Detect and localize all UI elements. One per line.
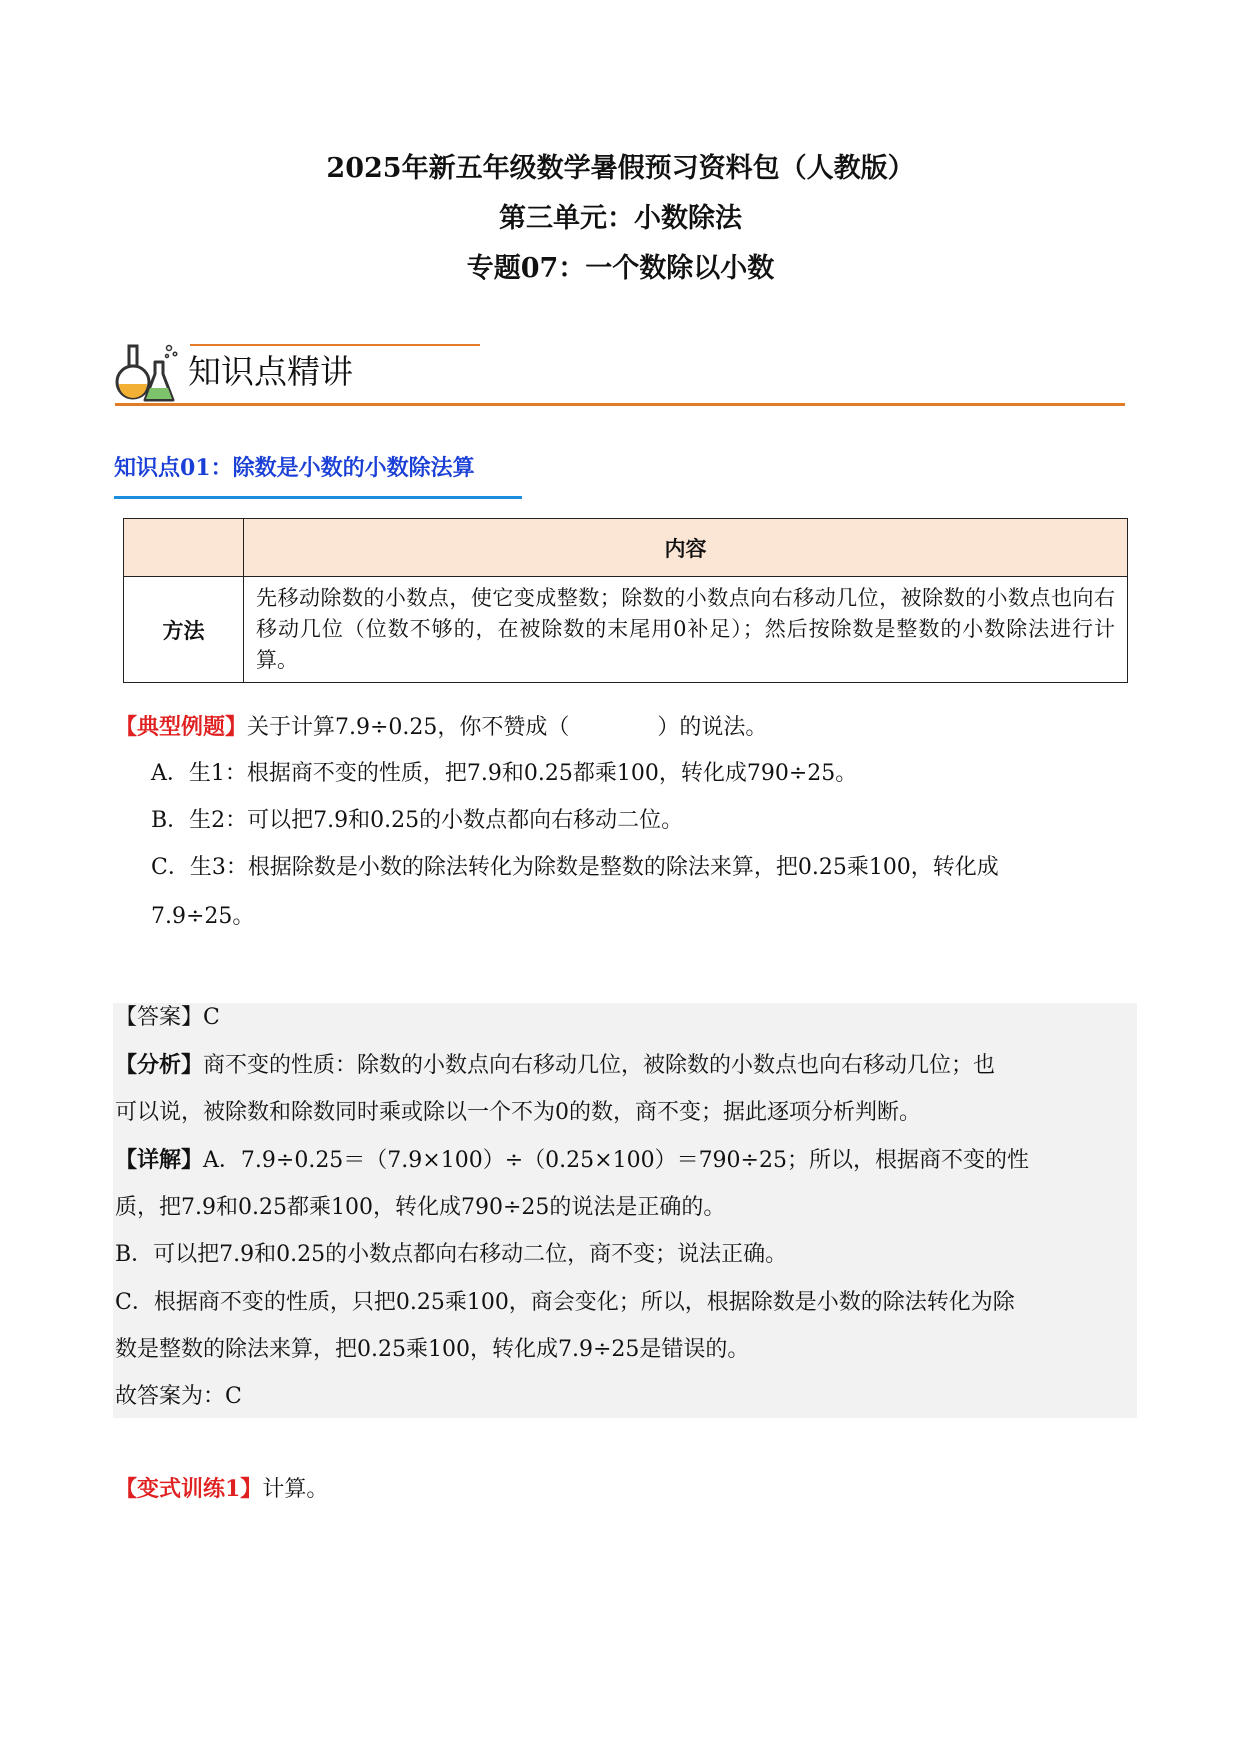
- option-b: B．生2：可以把7.9和0.25的小数点都向右移动二位。: [151, 808, 684, 833]
- unit-title: 第三单元：小数除法: [499, 203, 742, 234]
- option-c: C．生3：根据除数是小数的除法转化为除数是整数的除法来算，把0.25乘100，转化成: [151, 855, 999, 880]
- option-c-continued: 7.9÷25。: [151, 904, 255, 929]
- detail-line-3: B．可以把7.9和0.25的小数点都向右移动二位，商不变；说法正确。: [115, 1242, 788, 1267]
- document-title: 2025年新五年级数学暑假预习资料包（人教版）: [326, 153, 915, 184]
- analysis-line-1: [115, 1048, 995, 1083]
- option-a: A．生1：根据商不变的性质，把7.9和0.25都乘100，转化成790÷25。: [151, 761, 858, 786]
- detail-line-1: [115, 1143, 1029, 1178]
- table-row-content: 先移动除数的小数点，使它变成整数；除数的小数点向右移动几位，被除数的小数点也向右移动几位（位数不够的，在被除数的末尾用0补足）；然后按除数是整数的小数除法进行计算。: [244, 577, 1128, 683]
- detail-line-2: 质，把7.9和0.25都乘100，转化成790÷25的说法是正确的。: [115, 1195, 726, 1220]
- example-tag: 【典型例题】: [115, 714, 248, 740]
- analysis-text-1: 商不变的性质：除数的小数点向右移动几位，被除数的小数点也向右移动几位；也: [203, 1053, 996, 1078]
- final-answer: 故答案为：C: [115, 1384, 242, 1409]
- detail-tag: 【详解】: [115, 1147, 204, 1173]
- detail-line-4: C．根据商不变的性质，只把0.25乘100，商会变化；所以，根据除数是小数的除法转化为除: [115, 1290, 1015, 1315]
- chemistry-flask-icon: [115, 340, 187, 406]
- knowledge-table: [123, 518, 1128, 683]
- example-question-text: 关于计算7.9÷0.25，你不赞成（ ）的说法。: [247, 715, 768, 740]
- topic-title: 专题07：一个数除以小数: [466, 253, 775, 284]
- table-header-blank: [124, 519, 244, 577]
- exercise-tag: 【变式训练1】: [115, 1476, 263, 1502]
- answer-line: 【答案】C: [115, 1005, 220, 1030]
- table-header-row: [124, 519, 1128, 577]
- knowledge-point-title: 知识点01：除数是小数的小数除法算: [114, 455, 475, 481]
- table-row-label: 方法: [124, 577, 244, 683]
- table-header-content: 内容: [244, 519, 1128, 577]
- section-header: [115, 340, 1125, 410]
- analysis-line-2: 可以说，被除数和除数同时乘或除以一个不为0的数，商不变；据此逐项分析判断。: [115, 1100, 921, 1125]
- example-question: [115, 710, 767, 745]
- knowledge-point-underline: [114, 496, 522, 499]
- table-row: [124, 577, 1128, 683]
- exercise-text: 计算。: [262, 1477, 329, 1502]
- detail-line-5: 数是整数的除法来算，把0.25乘100，转化成7.9÷25是错误的。: [115, 1337, 750, 1362]
- section-label: 知识点精讲: [188, 352, 353, 391]
- section-divider: [115, 403, 1125, 406]
- header-top-line: [190, 344, 480, 346]
- detail-text-1: A．7.9÷0.25＝（7.9×100）÷（0.25×100）＝790÷25；所以，根据商不变的性: [203, 1148, 1029, 1173]
- analysis-tag: 【分析】: [115, 1052, 204, 1078]
- exercise-line: [115, 1472, 328, 1507]
